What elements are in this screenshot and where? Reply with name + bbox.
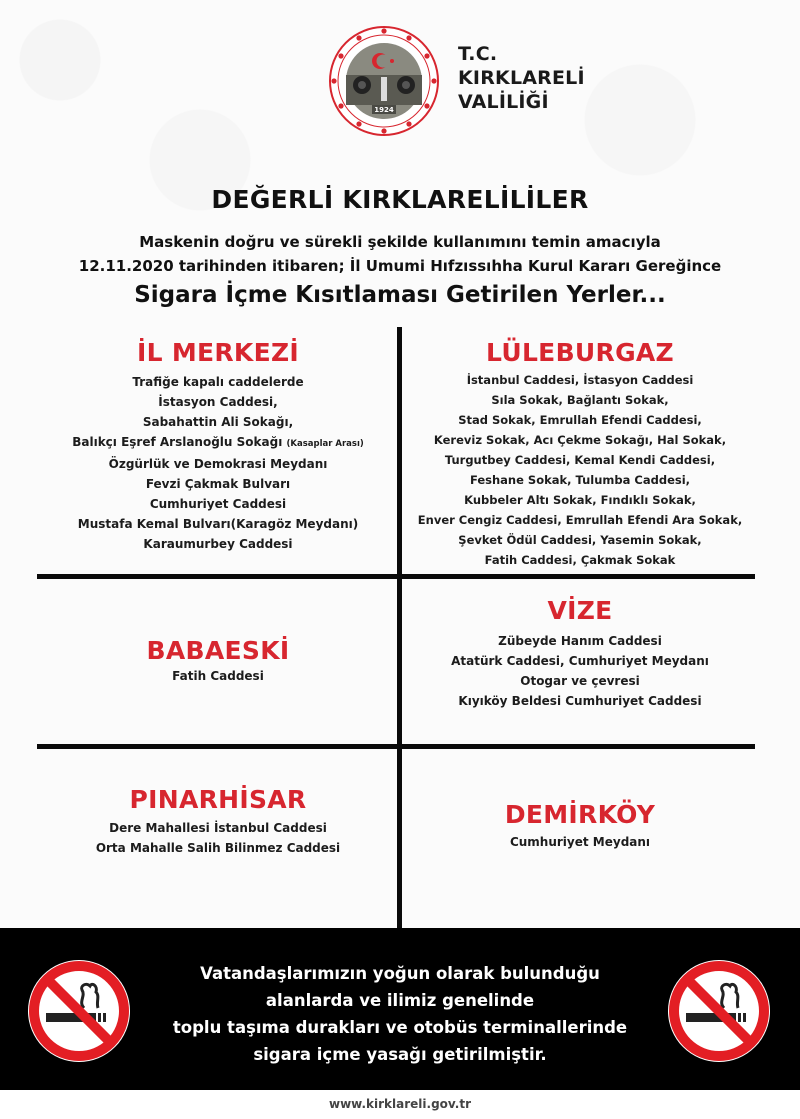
street-item: Şevket Ödül Caddesi, Yasemin Sokak, (458, 533, 702, 547)
street-item: Turgutbey Caddesi, Kemal Kendi Caddesi, (444, 453, 716, 467)
notice-line: sigara içme yasağı getirilmiştir. (253, 1045, 547, 1064)
street-item-text: Balıkçı Eşref Arslanoğlu Sokağı (72, 435, 283, 449)
svg-text:1924: 1924 (374, 106, 394, 114)
street-list (405, 631, 755, 711)
street-item: Cumhuriyet Caddesi (149, 497, 287, 511)
org-line: T.C. (458, 43, 498, 65)
street-item: Kereviz Sokak, Acı Çekme Sokağı, Hal Sokak, (433, 433, 727, 447)
intro-line: 12.11.2020 tarihinden itibaren; İl Umumi Hıfzıssıhha Kurul Kararı Gereğince (78, 257, 722, 275)
district-pinarhisar (40, 785, 396, 858)
notice-line: toplu taşıma durakları ve otobüs terminallerinde (172, 1018, 628, 1037)
org-line: VALİLİĞİ (458, 91, 549, 113)
page-subtitle: Sigara İçme Kısıtlaması Getirilen Yerler... (134, 282, 666, 308)
district-vize (405, 596, 755, 711)
street-item: Sıla Sokak, Bağlantı Sokak, (491, 393, 669, 407)
street-item: Fatih Caddesi (172, 669, 264, 683)
street-list (40, 818, 396, 858)
notice-line: alanlarda ve ilimiz genelinde (265, 991, 535, 1010)
intro-line: Maskenin doğru ve sürekli şekilde kullanımını temin amacıyla (139, 233, 661, 251)
vertical-divider (397, 327, 402, 928)
district-name: VİZE (547, 596, 613, 625)
district-name: İL MERKEZİ (136, 338, 300, 367)
district-name: LÜLEBURGAZ (486, 338, 674, 367)
street-item: Sabahattin Ali Sokağı, (142, 415, 294, 429)
street-item: Karaumurbey Caddesi (143, 537, 293, 551)
street-list (405, 370, 755, 570)
street-item: Fevzi Çakmak Bulvarı (145, 477, 291, 491)
district-demirkoy (405, 800, 755, 849)
street-item: Cumhuriyet Meydanı (509, 835, 651, 849)
intro-text (0, 230, 800, 278)
website-link[interactable]: www.kirklareli.gov.tr (329, 1097, 471, 1111)
horizontal-divider (37, 574, 755, 579)
street-item: Dere Mahallesi İstanbul Caddesi (109, 821, 327, 835)
street-item: Özgürlük ve Demokrasi Meydanı (108, 457, 328, 471)
street-item: Fatih Caddesi, Çakmak Sokak (484, 553, 676, 567)
street-item: İstanbul Caddesi, İstasyon Caddesi (466, 373, 694, 387)
org-line: KIRKLARELİ (458, 67, 585, 89)
street-item: Otogar ve çevresi (520, 674, 640, 688)
horizontal-divider (37, 744, 755, 749)
footer-notice (130, 960, 670, 1068)
district-babaeski (40, 636, 396, 683)
street-item: Kıyıköy Beldesi Cumhuriyet Caddesi (458, 694, 702, 708)
district-name: BABAESKİ (146, 636, 290, 665)
kirklareli-valiligi-seal-icon (328, 25, 440, 137)
no-smoking-icon (26, 958, 132, 1064)
street-item: Stad Sokak, Emrullah Efendi Caddesi, (458, 413, 702, 427)
street-item: Feshane Sokak, Tulumba Caddesi, (469, 473, 691, 487)
organization-name (458, 42, 585, 114)
street-note: (Kasaplar Arası) (286, 439, 364, 449)
district-name: PINARHİSAR (129, 785, 307, 814)
street-list (405, 835, 755, 849)
street-item: Trafiğe kapalı caddelerde (132, 375, 304, 389)
street-item (40, 432, 396, 454)
no-smoking-icon (666, 958, 772, 1064)
street-item: Enver Cengiz Caddesi, Emrullah Efendi Ara Sokak, (417, 513, 743, 527)
page-title: DEĞERLİ KIRKLARELİLİLER (211, 185, 589, 214)
street-list (40, 669, 396, 683)
street-list (40, 372, 396, 554)
notice-line: Vatandaşlarımızın yoğun olarak bulunduğu (200, 964, 600, 983)
district-luleburgaz (405, 338, 755, 570)
street-item: Kubbeler Altı Sokak, Fındıklı Sokak, (464, 493, 696, 507)
district-il-merkezi (40, 338, 396, 554)
street-item: Mustafa Kemal Bulvarı(Karagöz Meydanı) (77, 517, 359, 531)
street-item: Atatürk Caddesi, Cumhuriyet Meydanı (451, 654, 709, 668)
district-name: DEMİRKÖY (504, 800, 656, 829)
street-item: İstasyon Caddesi, (158, 395, 278, 409)
street-item: Orta Mahalle Salih Bilinmez Caddesi (95, 841, 341, 855)
street-item: Zübeyde Hanım Caddesi (498, 634, 662, 648)
